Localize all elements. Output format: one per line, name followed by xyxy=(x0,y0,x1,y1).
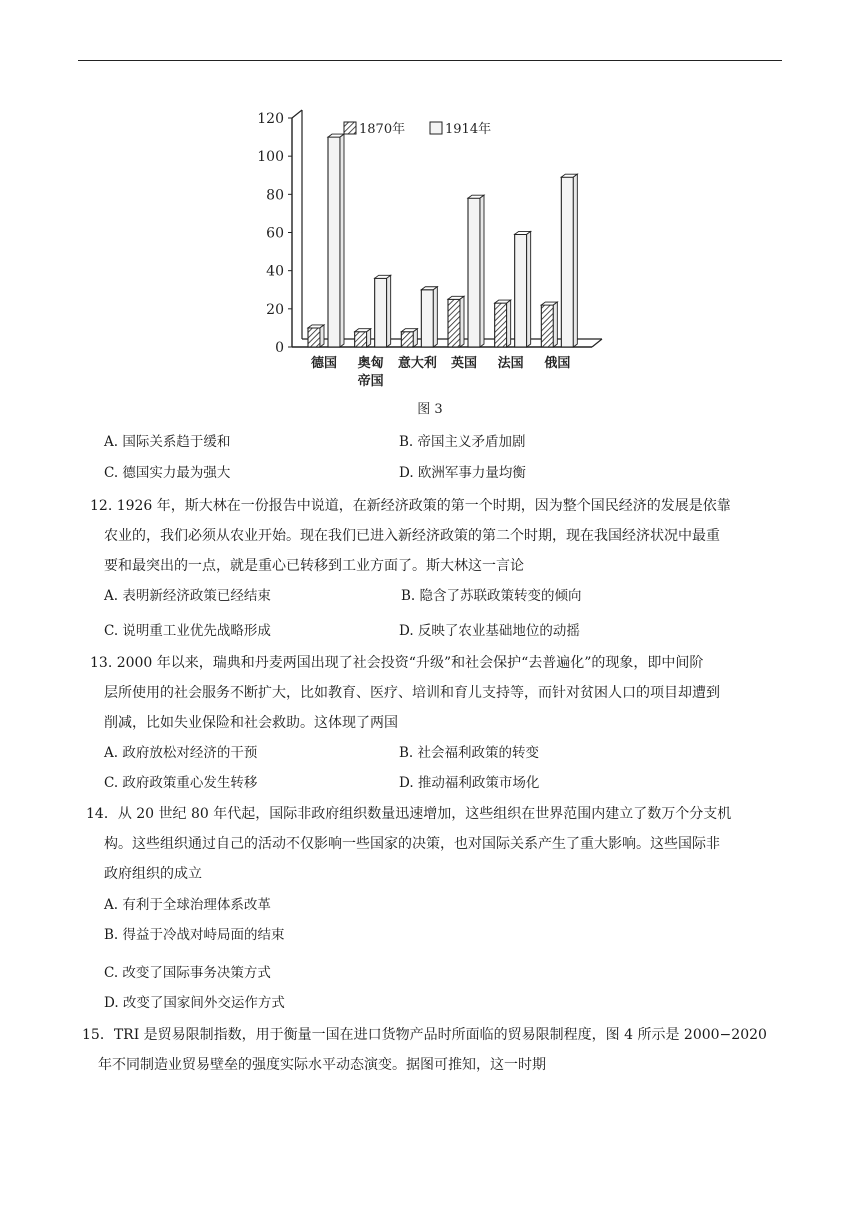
y-axis-wall-top xyxy=(292,110,302,118)
q13-stem-line-2: 层所使用的社会服务不断扩大，比如教育、医疗、培训和育儿支持等，而针对贫困人口的项目却遭到 xyxy=(104,685,720,701)
y-tick-label: 20 xyxy=(266,301,284,318)
q14-stem-line-1: 14．从 20 世纪 80 年代起，国际非政府组织数量迅速增加，这些组织在世界范围内建立了数万个分支机 xyxy=(86,806,732,822)
y-tick-label: 0 xyxy=(275,340,284,356)
q15-stem-line-1: 15．TRI 是贸易限制指数，用于衡量一国在进口货物产品时所面临的贸易限制程度，图 4 所示是 2000−2020 xyxy=(82,1027,767,1043)
bar-1870-side xyxy=(507,300,511,347)
q11-option-c[interactable]: C. 德国实力最为强大 xyxy=(104,465,231,481)
bar-1870 xyxy=(495,303,507,347)
header-rule xyxy=(78,60,782,61)
bar-1914-side xyxy=(340,134,344,347)
bar-1870-side xyxy=(320,325,324,347)
q12-option-c[interactable]: C. 说明重工业优先战略形成 xyxy=(104,623,271,639)
q13-option-c[interactable]: C. 政府政策重心发生转移 xyxy=(104,775,258,791)
q12-option-a[interactable]: A. 表明新经济政策已经结束 xyxy=(104,588,271,604)
q13-stem-line-1: 13. 2000 年以来，瑞典和丹麦两国出现了社会投资“升级”和社会保护“去普遍化”的现象，即中间阶 xyxy=(90,655,704,671)
q13-option-a[interactable]: A. 政府放松对经济的干预 xyxy=(104,745,258,761)
q14-stem-line-2: 构。这些组织通过自己的活动不仅影响一些国家的决策，也对国际关系产生了重大影响。这些国际非 xyxy=(104,836,720,852)
q12-option-d[interactable]: D. 反映了农业基础地位的动摇 xyxy=(399,623,580,639)
q12-option-b[interactable]: B. 隐含了苏联政策转变的倾向 xyxy=(401,588,582,604)
q12-stem-line-3: 要和最突出的一点，就是重心已转移到工业方面了。斯大林这一言论 xyxy=(104,558,524,574)
x-tick-label: 法国 xyxy=(497,356,524,371)
q14-option-a[interactable]: A. 有利于全球治理体系改革 xyxy=(104,897,271,913)
q14-option-c[interactable]: C. 改变了国际事务决策方式 xyxy=(104,965,271,981)
x-axis-floor-edge xyxy=(592,339,602,347)
x-tick-label: 意大利 xyxy=(397,356,437,371)
q15-stem-line-2: 年不同制造业贸易壁垒的强度实际水平动态演变。据图可推知，这一时期 xyxy=(98,1057,546,1073)
bar-1914-side xyxy=(433,287,437,347)
x-tick-label: 帝国 xyxy=(357,374,384,389)
y-tick-label: 120 xyxy=(257,111,284,127)
bar-1870 xyxy=(401,332,413,347)
bar-1914 xyxy=(561,177,573,347)
q12-stem-line-1: 12. 1926 年，斯大林在一份报告中说道，在新经济政策的第一个时期，因为整个国民经济的发展是依靠 xyxy=(90,498,731,514)
bar-1870-side xyxy=(367,329,371,347)
bar-1914 xyxy=(515,234,527,347)
bar-1914 xyxy=(468,198,480,347)
q13-option-d[interactable]: D. 推动福利政策市场化 xyxy=(399,775,540,791)
q14-option-b[interactable]: B. 得益于冷战对峙局面的结束 xyxy=(104,927,285,943)
q11-option-a[interactable]: A. 国际关系趋于缓和 xyxy=(104,434,231,450)
bar-1870-side xyxy=(460,296,464,347)
bar-1914 xyxy=(375,278,387,347)
bar-1870-side xyxy=(553,302,557,347)
legend-label-1914: 1914年 xyxy=(445,122,492,137)
legend-swatch-1870 xyxy=(344,122,356,134)
bar-1914 xyxy=(328,137,340,347)
q12-stem-line-2: 农业的，我们必须从农业开始。现在我们已进入新经济政策的第二个时期，现在我国经济状况中最重 xyxy=(104,528,720,544)
bar-1914 xyxy=(421,290,433,347)
bar-1870 xyxy=(355,332,367,347)
bar-1870 xyxy=(308,328,320,347)
q14-option-d[interactable]: D. 改变了国家间外交运作方式 xyxy=(104,995,285,1011)
y-tick-label: 80 xyxy=(266,187,284,204)
q13-option-b[interactable]: B. 社会福利政策的转变 xyxy=(399,745,540,761)
x-tick-label: 德国 xyxy=(310,356,338,371)
bar-1914-side xyxy=(480,195,484,347)
bar-1914-side xyxy=(387,275,391,347)
figure-caption: 图 3 xyxy=(417,402,443,417)
y-tick-label: 60 xyxy=(266,225,284,242)
legend-label-1870: 1870年 xyxy=(359,122,406,137)
x-tick-label: 奥匈 xyxy=(357,356,384,371)
y-tick-label: 100 xyxy=(257,149,284,166)
x-tick-label: 俄国 xyxy=(544,356,571,371)
bar-1870-side xyxy=(413,329,417,347)
q11-option-d[interactable]: D. 欧洲军事力量均衡 xyxy=(399,465,526,481)
bar-1914-side xyxy=(573,174,577,347)
x-tick-label: 英国 xyxy=(450,356,478,371)
y-tick-label: 40 xyxy=(266,263,284,280)
q13-stem-line-3: 削减，比如失业保险和社会救助。这体现了两国 xyxy=(104,715,398,731)
legend-swatch-1914 xyxy=(430,122,442,134)
q11-option-b[interactable]: B. 帝国主义矛盾加剧 xyxy=(399,434,526,450)
q14-stem-line-3: 政府组织的成立 xyxy=(104,866,202,882)
bar-1870 xyxy=(541,305,553,347)
bar-1914-side xyxy=(527,231,531,347)
bar-chart-figure-3 xyxy=(240,100,620,430)
bar-1870 xyxy=(448,299,460,347)
